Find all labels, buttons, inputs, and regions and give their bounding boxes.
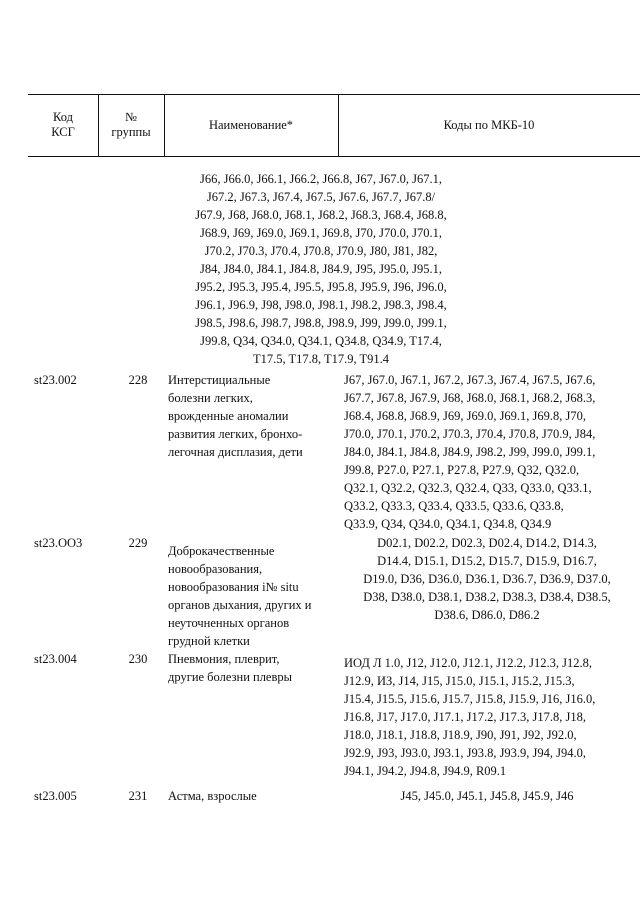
mkb-codes: D02.1, D02.2, D02.3, D02.4, D14.2, D14.3, D14.4, D15.1, D15.2, D15.7, D15.9, D16.7, D19.0, D36, D36.0, D36.1, D36.7, D36.9, D37.0, D38, D38.0, D38.1, D38.2, D38.3, D38.4, D38.5, D38.6, D86.0, D86.2 bbox=[363, 536, 611, 622]
group-number: 229 bbox=[128, 536, 148, 550]
mkb-codes: J67, J67.0, J67.1, J67.2, J67.3, J67.4, J67.5, J67.6, J67.7, J67.8, J67.9, J68, J68.0, J68.1, J68.2, J68.3, J68.4, J68.8, J68.9, J69, J69.0, J69.1, J69.8, J70, J70.0, J70.1, J70.2, J70.3, J70.4, J70.8, J70.9, J84, J84.0, J84.1, J84.8, J84.9, J98.2, J99, J99.0, J99.1, J99.8, P27.0, P27.1, P27.8, P27.9, Q32, Q32.0, Q32.1, Q32.2, Q32.3, Q32.4, Q33, Q33.0, Q33.1, Q33.2, Q33.3, Q33.4, Q33.5, Q33.6, Q33.8, Q33.9, Q34, Q34.0, Q34.1, Q34.8, Q34.9 bbox=[344, 373, 596, 531]
row-name: Доброкачественные новообразования, новообразования i№ situ органов дыхания, других и неуточненных органов грудной клетки bbox=[168, 544, 312, 648]
header-mkb: Коды по МКБ-10 bbox=[443, 117, 535, 132]
header-name: Наименование* bbox=[208, 117, 294, 132]
group-number: 231 bbox=[128, 789, 148, 803]
row-name: Интерстициальные болезни легких, врожденные аномалии развития легких, бронхо- легочная дисплазия, дети bbox=[168, 373, 303, 459]
header-bottom-rule bbox=[28, 156, 640, 157]
row-name: Астма, взрослые bbox=[168, 789, 257, 803]
ksg-code: st23.004 bbox=[34, 652, 77, 666]
ksg-code: st23.002 bbox=[34, 373, 77, 387]
ksg-code: st23.005 bbox=[34, 789, 77, 803]
continuation-mkb-codes: J66, J66.0, J66.1, J66.2, J66.8, J67, J67.0, J67.1, J67.2, J67.3, J67.4, J67.5, J67.6, J67.7, J67.8/ J67.9, J68, J68.0, J68.1, J68.2, J68.3, J68.4, J68.8, J68.9, J69, J69.0, J69.1, J69.8, J70, J70.0, J70.1, J70.2, J70.3, J70.4, J70.8, J70.9, J80, J81, J82, J84, J84.0, J84.1, J84.8, J84.9, J95, J95.0, J95.1, J95.2, J95.3, J95.4, J95.5, J95.8, J95.9, J96, J96.0, J96.1, J96.9, J98, J98.0, J98.1, J98.2, J98.3, J98.4, J98.5, J98.6, J98.7, J98.8, J98.9, J99, J99.0, J99.1, J99.8, Q34, Q34.0, Q34.1, Q34.8, Q34.9, T17.4, T17.5, T17.8, T17.9, T91.4 bbox=[195, 172, 447, 366]
mkb-codes: ИОД Л 1.0, J12, J12.0, J12.1, J12.2, J12.3, J12.8, J12.9, ИЗ, J14, J15, J15.0, J15.1, J15.2, J15.3, J15.4, J15.5, J15.6, J15.7, J15.8, J15.9, J16, J16.0, J16.8, J17, J17.0, J17.1, J17.2, J17.3, J17.8, J18, J18.0, J18.1, J18.8, J18.9, J90, J91, J92, J92.0, J92.9, J93, J93.0, J93.1, J93.8, J93.9, J94, J94.0, J94.1, J94.2, J94.8, J94.9, R09.1 bbox=[344, 656, 596, 778]
header-group: № группы bbox=[111, 110, 151, 139]
ksg-code: st23.OO3 bbox=[34, 536, 83, 550]
group-number: 230 bbox=[128, 652, 148, 666]
mkb-codes: J45, J45.0, J45.1, J45.8, J45.9, J46 bbox=[400, 789, 574, 803]
row-name: Пневмония, плеврит, другие болезни плевры bbox=[168, 652, 293, 684]
group-number: 228 bbox=[128, 373, 148, 387]
header-code: Код КСГ bbox=[51, 110, 75, 139]
